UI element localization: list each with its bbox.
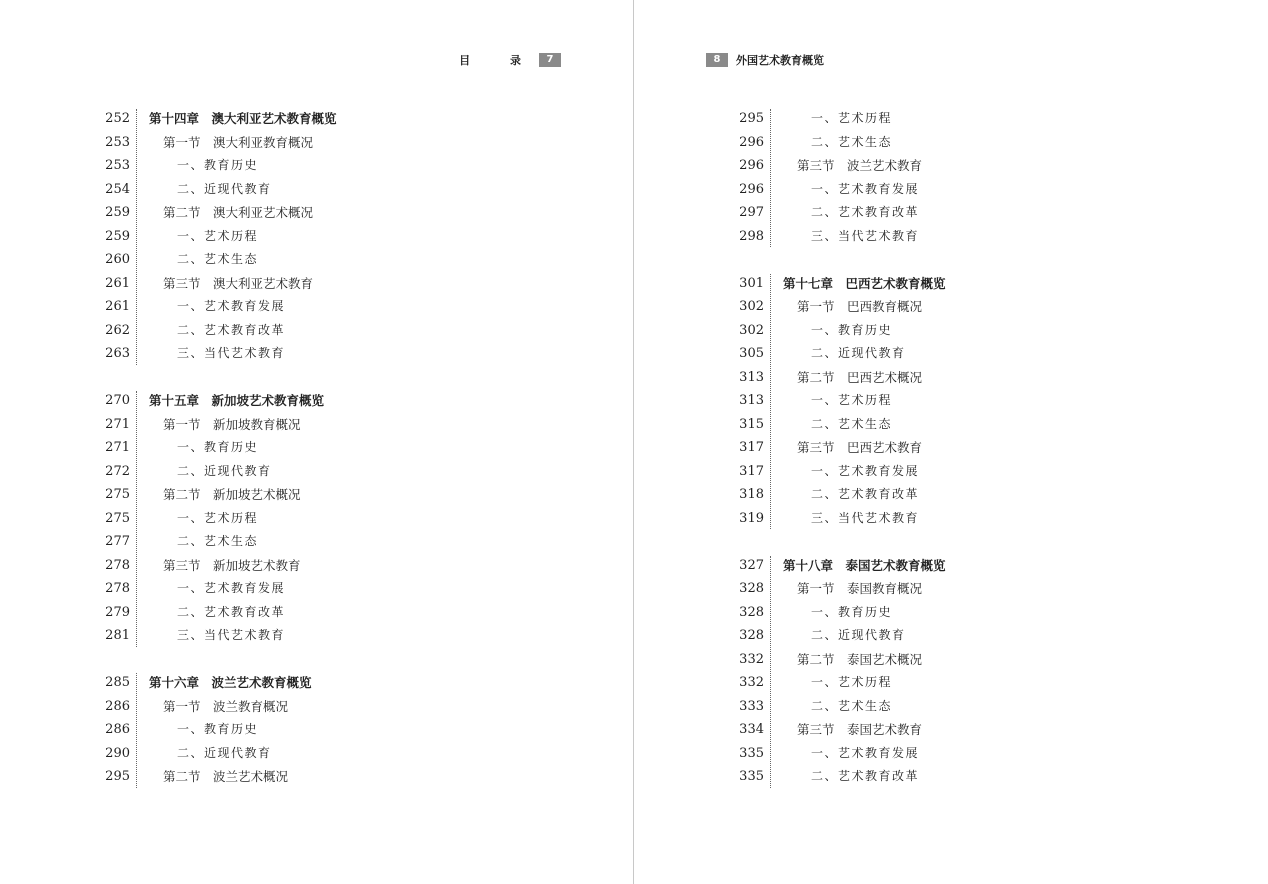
toc-entry-title: 第十七章 巴西艺术教育概览 [783,275,946,291]
toc-entry-title: 二、艺术教育改革 [811,769,920,783]
toc-entry-title: 二、艺术教育改革 [177,604,286,619]
toc-entry-title: 一、艺术历程 [177,228,259,243]
toc-entry-title: 一、艺术历程 [811,675,893,689]
toc-entry-title: 二、艺术生态 [177,534,259,548]
toc-entry-section[interactable] [736,366,946,390]
toc-page-number: 260 [105,252,130,267]
toc-entry-item[interactable] [102,178,337,202]
toc-page-number: 270 [105,393,130,408]
toc-entry-title: 第三节 新加坡艺术教育 [163,557,301,573]
toc-page-number: 275 [105,510,130,526]
toc-entry-item[interactable] [736,460,946,484]
toc-page-number: 335 [739,745,764,761]
toc-entry-section[interactable] [736,436,946,460]
toc-entry-title: 第三节 波兰艺术教育 [797,158,923,173]
toc-entry-title: 一、艺术历程 [177,510,259,525]
toc-entry-item[interactable] [102,742,337,766]
toc-entry-chapter[interactable] [736,272,946,296]
toc-entry-title: 第十四章 澳大利亚艺术教育概览 [149,111,337,126]
toc-entry-item[interactable] [736,389,946,413]
toc-entry-title: 一、艺术教育发展 [177,581,286,595]
toc-entry-title: 第一节 泰国教育概况 [797,581,923,596]
toc-entry-item[interactable] [736,507,946,531]
toc-page-number: 252 [105,111,130,126]
toc-entry-section[interactable] [736,648,946,672]
toc-entry-title: 第二节 巴西艺术概况 [797,369,923,385]
toc-page-number: 313 [739,369,764,385]
toc-entry-title: 一、教育历史 [811,322,893,337]
toc-entry-title: 第一节 巴西教育概况 [797,299,923,314]
toc-entry-title: 第一节 澳大利亚教育概况 [163,134,314,150]
toc-page-number: 275 [105,487,130,502]
toc-entry-item[interactable] [102,436,337,460]
toc-entry-item[interactable] [102,718,337,742]
toc-entry-item[interactable] [736,624,946,648]
toc-page-number: 302 [739,322,764,338]
toc-entry-section[interactable] [736,154,946,178]
right-toc [736,107,946,812]
toc-page-number: 295 [105,769,130,784]
toc-entry-title: 第十六章 波兰艺术教育概览 [149,675,312,690]
toc-entry-item[interactable] [102,530,337,554]
toc-page-number: 305 [739,346,764,361]
toc-entry-chapter[interactable] [102,107,337,131]
toc-page-number: 271 [105,440,130,455]
toc-page-number: 253 [105,134,130,150]
toc-entry-title: 一、艺术历程 [811,393,893,407]
toc-page-number: 328 [739,628,764,643]
toc-page-number: 335 [739,769,764,784]
toc-entry-item[interactable] [736,201,946,225]
toc-entry-title: 二、近现代教育 [811,346,906,360]
toc-page-number: 297 [739,205,764,220]
toc-page-number: 285 [105,675,130,690]
toc-entry-section[interactable] [102,131,337,155]
toc-entry-item[interactable] [736,695,946,719]
toc-entry-title: 三、当代艺术教育 [811,510,920,525]
toc-entry-item[interactable] [102,154,337,178]
toc-entry-item[interactable] [102,225,337,249]
toc-page-number: 277 [105,534,130,549]
toc-group [102,389,337,648]
toc-entry-title: 二、艺术生态 [177,252,259,266]
toc-page-number: 317 [739,440,764,455]
toc-entry-chapter[interactable] [102,671,337,695]
toc-entry-title: 二、艺术生态 [811,134,893,149]
toc-entry-section[interactable] [736,295,946,319]
toc-entry-section[interactable] [102,483,337,507]
toc-page-number: 318 [739,487,764,502]
toc-page-number: 313 [739,393,764,408]
toc-entry-title: 第二节 波兰艺术概况 [163,769,289,784]
toc-group [736,554,946,789]
toc-page-number: 262 [105,322,130,338]
right-page-number-badge: 8 [706,53,728,67]
toc-page-number: 302 [739,299,764,314]
toc-entry-item[interactable] [736,413,946,437]
right-header-title: 外国艺术教育概览 [736,54,824,67]
toc-entry-title: 一、教育历史 [177,722,259,736]
toc-entry-section[interactable] [102,554,337,578]
toc-group [736,272,946,531]
right-page [634,0,1268,884]
toc-entry-title: 二、近现代教育 [811,628,906,642]
toc-entry-title: 三、当代艺术教育 [177,346,286,360]
toc-page-number: 271 [105,416,130,432]
toc-entry-title: 第二节 泰国艺术概况 [797,651,923,667]
toc-group [736,107,946,248]
right-page-header [706,52,824,68]
toc-entry-item[interactable] [102,507,337,531]
left-header-title: 目 录 [459,54,539,67]
toc-entry-item[interactable] [736,742,946,766]
toc-page-number: 261 [105,299,130,314]
toc-entry-item[interactable] [102,319,337,343]
toc-entry-item[interactable] [102,248,337,272]
toc-group [102,671,337,789]
toc-page-number: 296 [739,158,764,173]
toc-entry-chapter[interactable] [102,389,337,413]
toc-page-number: 278 [105,581,130,596]
toc-page-number: 332 [739,675,764,690]
toc-entry-title: 三、当代艺术教育 [177,628,286,642]
toc-entry-title: 第二节 澳大利亚艺术概况 [163,205,314,220]
toc-entry-section[interactable] [102,765,337,789]
toc-entry-item[interactable] [736,319,946,343]
toc-entry-title: 三、当代艺术教育 [811,228,920,243]
toc-entry-chapter[interactable] [736,554,946,578]
toc-page-number: 261 [105,275,130,291]
toc-page-number: 334 [739,722,764,737]
toc-group [102,107,337,366]
toc-page-number: 328 [739,604,764,620]
toc-entry-section[interactable] [102,201,337,225]
toc-page-number: 327 [739,557,764,573]
toc-page-number: 254 [105,181,130,197]
toc-entry-title: 二、近现代教育 [177,181,272,196]
toc-entry-title: 二、艺术生态 [811,698,893,713]
toc-entry-section[interactable] [102,695,337,719]
toc-entry-title: 一、教育历史 [811,604,893,619]
toc-entry-title: 二、艺术教育改革 [177,322,286,337]
toc-entry-item[interactable] [736,765,946,789]
toc-page-number: 290 [105,745,130,761]
toc-page-number: 333 [739,698,764,714]
toc-entry-title: 第一节 新加坡教育概况 [163,416,301,432]
toc-entry-item[interactable] [736,225,946,249]
toc-entry-title: 一、艺术教育发展 [177,299,286,313]
left-page-number-badge: 7 [539,53,561,67]
toc-entry-section[interactable] [736,577,946,601]
toc-entry-title: 第三节 巴西艺术教育 [797,440,923,455]
toc-entry-section[interactable] [736,718,946,742]
toc-entry-title: 二、艺术教育改革 [811,205,920,219]
toc-entry-item[interactable] [736,342,946,366]
toc-page-number: 259 [105,205,130,220]
toc-page-number: 286 [105,698,130,714]
toc-entry-item[interactable] [736,178,946,202]
toc-entry-item[interactable] [102,577,337,601]
toc-entry-title: 一、艺术教育发展 [811,463,920,478]
left-page-header [459,52,561,68]
toc-entry-item[interactable] [102,342,337,366]
toc-page-number: 319 [739,510,764,526]
toc-page-number: 296 [739,181,764,197]
toc-entry-title: 第十八章 泰国艺术教育概览 [783,557,946,573]
toc-entry-item[interactable] [736,131,946,155]
toc-entry-item[interactable] [736,601,946,625]
toc-entry-title: 二、近现代教育 [177,745,272,760]
toc-entry-item[interactable] [102,460,337,484]
toc-page-number: 296 [739,134,764,150]
toc-page-number: 279 [105,604,130,620]
toc-entry-title: 一、教育历史 [177,440,259,454]
toc-entry-title: 第一节 波兰教育概况 [163,698,289,714]
toc-page-number: 286 [105,722,130,737]
toc-entry-item[interactable] [736,483,946,507]
toc-entry-item[interactable] [102,601,337,625]
toc-page-number: 328 [739,581,764,596]
toc-entry-title: 一、教育历史 [177,158,259,172]
toc-entry-title: 第二节 新加坡艺术概况 [163,487,301,502]
toc-entry-title: 一、艺术教育发展 [811,181,920,196]
left-toc [102,107,337,812]
toc-entry-item[interactable] [102,295,337,319]
toc-page-number: 295 [739,111,764,126]
toc-page-number: 272 [105,463,130,479]
toc-page-number: 278 [105,557,130,573]
toc-page-number: 317 [739,463,764,479]
toc-page-number: 259 [105,228,130,244]
toc-entry-title: 第十五章 新加坡艺术教育概览 [149,393,325,408]
toc-entry-item[interactable] [736,671,946,695]
toc-entry-section[interactable] [102,272,337,296]
toc-entry-section[interactable] [102,413,337,437]
toc-entry-item[interactable] [736,107,946,131]
toc-entry-title: 二、艺术教育改革 [811,487,920,501]
toc-page-number: 263 [105,346,130,361]
toc-page-number: 332 [739,651,764,667]
toc-entry-item[interactable] [102,624,337,648]
toc-page-number: 281 [105,628,130,643]
left-page [0,0,633,884]
toc-entry-title: 第三节 泰国艺术教育 [797,722,923,737]
toc-page-number: 253 [105,158,130,173]
toc-page-number: 298 [739,228,764,244]
toc-entry-title: 一、艺术教育发展 [811,745,920,760]
toc-entry-title: 二、近现代教育 [177,463,272,478]
toc-entry-title: 第三节 澳大利亚艺术教育 [163,275,314,291]
toc-page-number: 301 [739,275,764,291]
toc-entry-title: 一、艺术历程 [811,111,893,125]
toc-page-number: 315 [739,416,764,432]
toc-entry-title: 二、艺术生态 [811,416,893,431]
